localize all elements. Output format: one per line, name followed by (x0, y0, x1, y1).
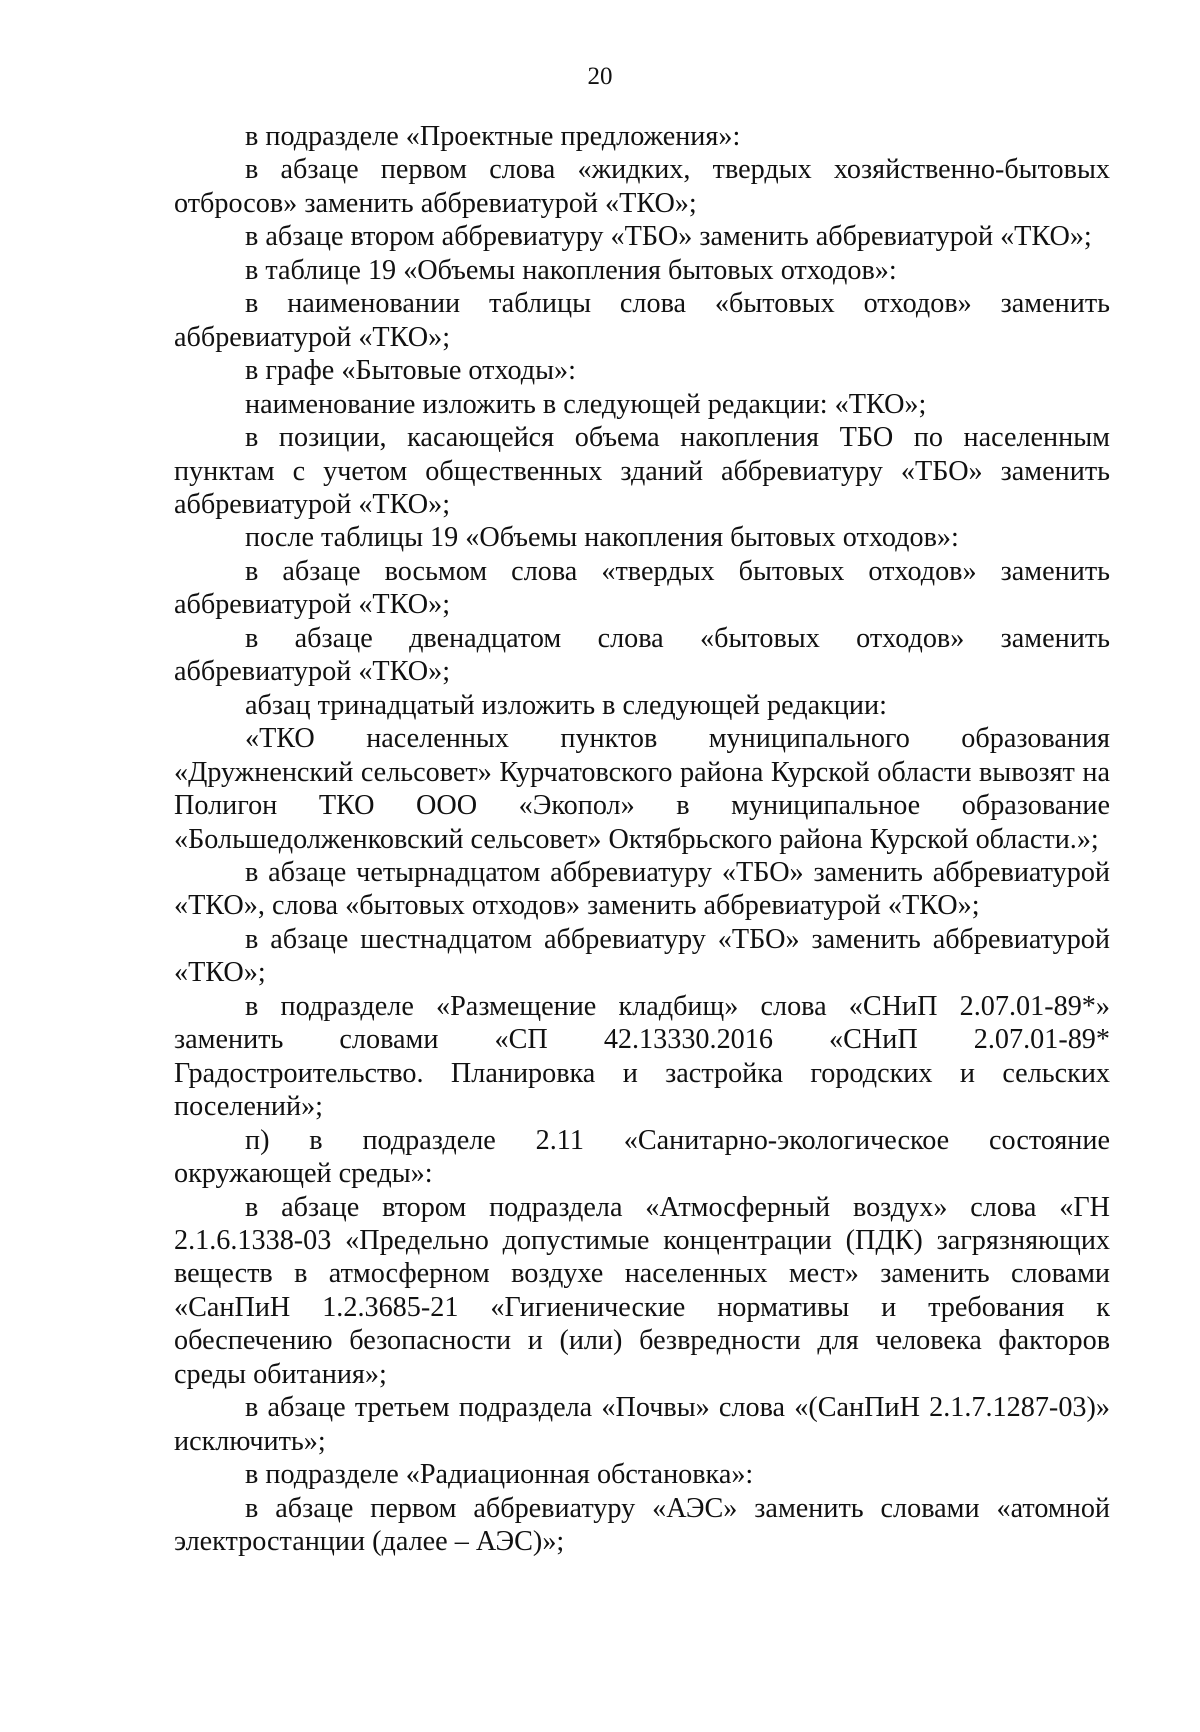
paragraph-1: в подразделе «Проектные предложения»: (245, 121, 741, 152)
paragraph-20: в подразделе «Радиационная обстановка»: (245, 1459, 754, 1491)
document-body (174, 120, 1110, 1558)
paragraph-9: после таблицы 19 «Объемы накопления бытовых отходов»: (245, 522, 959, 554)
paragraph-14: в абзаце четырнадцатом аббревиатуру «ТБО» заменить аббревиатурой «ТКО», слова «бытовых отходов» заменить аббревиатурой «ТКО»; (174, 856, 1110, 922)
paragraph-12: абзац тринадцатый изложить в следующей редакции: (245, 689, 887, 721)
paragraph-19: в абзаце третьем подраздела «Почвы» слова «(СанПиН 2.1.7.1287-03)» исключить»; (174, 1392, 1110, 1457)
paragraph-8: в позиции, касающейся объема накопления ТБО по населенным пунктам с учетом общественных зданий аббревиатуру «ТБО» заменить аббревиатурой «ТКО»; (174, 422, 1110, 520)
paragraph-17: п) в подразделе 2.11 «Санитарно-экологическое состояние окружающей среды»: (174, 1124, 1110, 1190)
paragraph-2: в абзаце первом слова «жидких, твердых хозяйственно-бытовых отбросов» заменить аббревиатурой «ТКО»; (174, 154, 1110, 219)
paragraph-4: в таблице 19 «Объемы накопления бытовых отходов»: (245, 254, 897, 286)
paragraph-5: в наименовании таблицы слова «бытовых отходов» заменить аббревиатурой «ТКО»; (174, 288, 1110, 353)
paragraph-3: в абзаце втором аббревиатуру «ТБО» заменить аббревиатурой «ТКО»; (245, 221, 1092, 253)
paragraph-16: в подразделе «Размещение кладбищ» слова «СНиП 2.07.01-89*» заменить словами «СП 42.13330.2016 «СНиП 2.07.01-89* Градостроительство. Планировка и застройка городских и сельских поселений»; (174, 990, 1110, 1123)
paragraph-7: наименование изложить в следующей редакции: «ТКО»; (245, 388, 927, 420)
paragraph-21: в абзаце первом аббревиатуру «АЭС» заменить словами «атомной электростанции (далее – АЭС)»; (174, 1492, 1110, 1558)
paragraph-15: в абзаце шестнадцатом аббревиатуру «ТБО» заменить аббревиатурой «ТКО»; (174, 923, 1110, 989)
paragraph-11: в абзаце двенадцатом слова «бытовых отходов» заменить аббревиатурой «ТКО»; (174, 622, 1110, 688)
paragraph-6: в графе «Бытовые отходы»: (245, 355, 576, 387)
paragraph-13: «ТКО населенных пунктов муниципального образования «Дружненский сельсовет» Курчатовского района Курской области вывозят на Полигон ТКО ООО «Экопол» в муниципальное образование «Большедолженковский сельсовет» Октябрьского района Курской области.»; (174, 723, 1110, 855)
paragraph-10: в абзаце восьмом слова «твердых бытовых отходов» заменить аббревиатурой «ТКО»; (174, 555, 1110, 621)
page-number: 20 (587, 63, 613, 90)
paragraph-18: в абзаце втором подраздела «Атмосферный воздух» слова «ГН 2.1.6.1338-03 «Предельно допустимые концентрации (ПДК) загрязняющих веществ в атмосферном воздухе населенных мест» заменить словами «СанПиН 1.2.3685-21 «Гигиенические нормативы и требования к обеспечению безопасности и (или) безвредности для человека факторов среды обитания»; (174, 1191, 1110, 1390)
